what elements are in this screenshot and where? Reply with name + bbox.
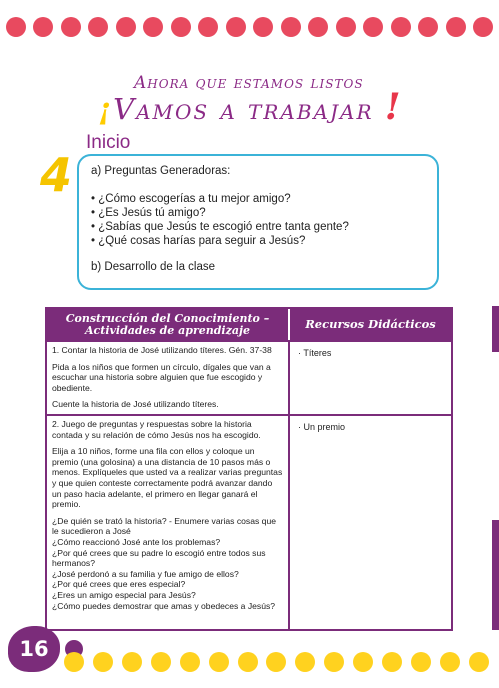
table-row	[47, 340, 451, 414]
questions-list	[91, 192, 425, 248]
question-item: • ¿Sabías que Jesús te escogió entre tanta gente?	[91, 220, 425, 234]
decorative-dot	[336, 17, 356, 37]
decorative-dot	[122, 652, 142, 672]
decorative-dot	[446, 17, 466, 37]
section-label: Inicio	[86, 132, 131, 153]
decorative-dot	[411, 652, 431, 672]
top-dot-border	[0, 17, 499, 39]
header-resources: Recursos Didácticos	[305, 317, 436, 331]
decorative-dot	[418, 17, 438, 37]
decorative-dot	[238, 652, 258, 672]
activity-cell	[47, 416, 290, 630]
decorative-dot	[64, 652, 84, 672]
class-development-label: b) Desarrollo de la clase	[91, 261, 216, 273]
step-number: 4	[40, 148, 73, 202]
decorative-dot	[180, 652, 200, 672]
heading-title	[98, 86, 403, 128]
decorative-dot	[198, 17, 218, 37]
question-item: • ¿Es Jesús tú amigo?	[91, 206, 425, 220]
decorative-dot	[353, 652, 373, 672]
resource-cell: · Títeres	[298, 348, 332, 358]
header-activities: Construcción del Conocimiento – Actividades de aprendizaje	[47, 309, 290, 340]
decorative-dot	[61, 17, 81, 37]
decorative-dot	[6, 17, 26, 37]
decorative-dot	[324, 652, 344, 672]
decorative-dot	[33, 17, 53, 37]
activity-paragraph: 1. Contar la historia de José utilizando títeres. Gén. 37-38	[52, 345, 272, 355]
decorative-dot	[391, 17, 411, 37]
activities-table	[45, 307, 453, 631]
page-number: 16	[19, 637, 49, 661]
heading-close-mark: !	[384, 86, 403, 128]
decorative-dot	[281, 17, 301, 37]
decorative-dot	[88, 17, 108, 37]
decorative-dot	[93, 652, 113, 672]
activity-cell	[47, 342, 290, 414]
heading-subtitle: Ahora que estamos listos	[134, 73, 364, 93]
activity-paragraph: Elija a 10 niños, forme una fila con ellos y coloque un premio (una golosina) a una distancia de 10 pasos más o menos. Explíqueles que usted va a realizar varias preguntas y que quien conteste correctamente podrá avanzar dando un paso hacia adelante, el primero en llegar ganará el premio.	[52, 446, 283, 510]
resource-cell: · Un premio	[298, 422, 346, 432]
table-header	[47, 309, 451, 340]
activity-paragraph: Cuente la historia de José utilizando títeres.	[52, 399, 219, 410]
decorative-dot	[143, 17, 163, 37]
decorative-dot	[473, 17, 493, 37]
questions-title: a) Preguntas Generadoras:	[91, 165, 231, 177]
question-item: • ¿Qué cosas harías para seguir a Jesús?	[91, 234, 425, 248]
decorative-dot	[295, 652, 315, 672]
table-row	[47, 414, 451, 630]
decorative-dot	[253, 17, 273, 37]
decorative-dot	[440, 652, 460, 672]
heading-title-text: Vamos a trabajar	[113, 92, 374, 126]
decorative-dot	[209, 652, 229, 672]
paint-stroke	[492, 306, 499, 352]
heading-open-mark: ¡	[98, 92, 114, 127]
decorative-dot	[382, 652, 402, 672]
activity-paragraph: Pida a los niños que formen un círculo, dígales que van a escuchar una historia sobre alguien que fue escogido y obediente.	[52, 361, 271, 393]
decorative-dot	[171, 17, 191, 37]
decorative-dot	[469, 652, 489, 672]
paint-stroke	[492, 520, 499, 630]
decorative-dot	[308, 17, 328, 37]
bottom-dot-border	[0, 652, 499, 674]
question-item: • ¿Cómo escogerías a tu mejor amigo?	[91, 192, 425, 206]
activity-questions: ¿De quién se trató la historia? - Enumere varias cosas que le sucedieron a José ¿Cómo reaccionó José ante los problemas? ¿Por qué crees que su padre lo escogió entre todos sus hermanos? ¿José perdonó a su familia y fue amigo de ellos? ¿Por qué crees que eres especial? ¿Eres un amigo especial para Jesús? ¿Cómo puedes demostrar que amas y obedeces a Jesús?	[52, 515, 277, 611]
decorative-dot	[226, 17, 246, 37]
generating-questions-box	[77, 154, 439, 290]
decorative-dot	[363, 17, 383, 37]
decorative-dot	[151, 652, 171, 672]
decorative-dot	[116, 17, 136, 37]
decorative-dot	[266, 652, 286, 672]
activity-paragraph: 2. Juego de preguntas y respuestas sobre la historia contada y su relación de cómo Jesús nos ha escogido.	[52, 419, 261, 440]
